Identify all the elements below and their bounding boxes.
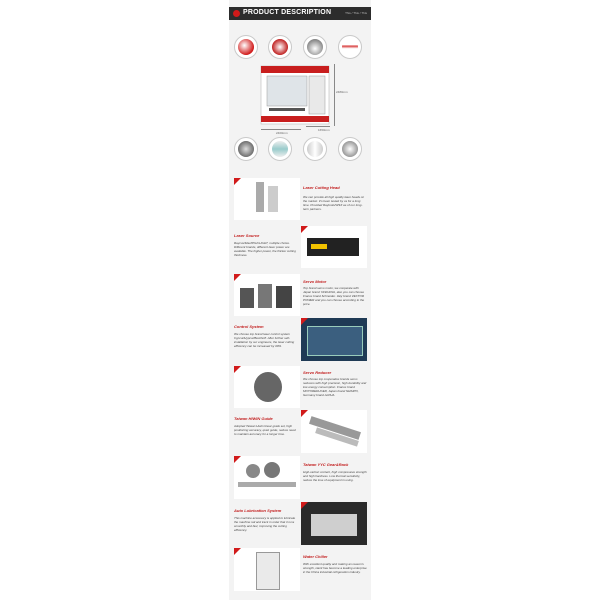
- gear-rack-image: [234, 456, 300, 499]
- section-text: We can provide all high quality laser heads on the market. It's been tested by us for a long time. Provided Raytools/WSX as of our long-term partners.: [303, 195, 365, 211]
- component-row-laser-source: [231, 224, 369, 268]
- depth-dimension-line: [306, 126, 330, 127]
- component-row-gear-rack: [231, 456, 369, 500]
- corner-marker: [301, 226, 308, 233]
- component-row-water-chiller: [231, 548, 369, 592]
- feature-photo-4: [338, 35, 362, 59]
- component-row-laser-head: [231, 176, 369, 220]
- section-text: Raycus/Max/IPG/nLIGHT, multiple choice. Different brands, different laser power are available. The higher power, the thicker cutting thickness.: [234, 241, 296, 257]
- section-text: With excellent quality and making an reason's strength, Hanli has become a leading enterprise in the China industrial refrigeration industry.: [303, 562, 367, 574]
- control-system-image: [301, 318, 367, 361]
- page-title: PRODUCT DESCRIPTION: [243, 9, 332, 16]
- corner-marker: [234, 456, 241, 463]
- corner-marker: [234, 274, 241, 281]
- corner-marker: [301, 502, 308, 509]
- corner-marker: [301, 410, 308, 417]
- section-text: We choose top brand laser control system Cypcut/Hypcut/Beckhoff. After further self-installation by our engineers, the laser cutting efficiency can be increased by 30%.: [234, 332, 295, 348]
- laser-head-image: [234, 178, 300, 220]
- feature-photo-5: [234, 137, 258, 161]
- servo-reducer-image: [234, 366, 300, 408]
- corner-marker: [234, 548, 241, 555]
- feature-photo-6: [268, 137, 292, 161]
- corner-marker: [234, 366, 241, 373]
- height-dimension-label: 2480mm: [336, 90, 348, 94]
- section-title: Taiwan HIWIN Guide: [234, 416, 273, 421]
- section-title: Laser Cutting Head: [303, 185, 340, 190]
- component-row-servo-reducer: [231, 364, 369, 408]
- section-text: High-carbon content, high compressive strength and high hardness. Low thermal sensitivity, reduce the loss of equipment in using.: [303, 470, 367, 482]
- lubrication-image: [301, 502, 367, 545]
- feature-photo-1: [234, 35, 258, 59]
- section-text: We choose top cooperative brands servo reducers with high precision, high durability and low energy consumption. France brand MOTOREDUCER, Japan brand SHIMPO, Germany brand ALPHA.: [303, 377, 367, 397]
- component-row-servo-motor: [231, 272, 369, 316]
- corner-marker: [234, 178, 241, 185]
- section-header: [229, 7, 371, 20]
- feature-photo-2: [268, 35, 292, 59]
- corner-marker: [301, 318, 308, 325]
- red-dot-icon: [233, 10, 240, 17]
- section-text: This machine accessory is applied to lubricate the machine rail and track in order that it runs smoothly and fast, improving the cutting efficiency.: [234, 516, 296, 532]
- header-subtitle: This / This / This: [345, 11, 367, 15]
- width-dimension-line: [261, 129, 301, 130]
- section-title: Laser Source: [234, 233, 260, 238]
- section-title: Control System: [234, 324, 264, 329]
- component-row-lubrication: [231, 502, 369, 546]
- section-title: Servo Reducer: [303, 370, 332, 375]
- hiwin-guide-image: [301, 410, 367, 453]
- component-row-control-system: [231, 318, 369, 362]
- section-text: Top brand servo motor, we cooperate with Japan brand YASKAWA, also you can choose France brand Schneider. Italy brand VECTOR POWER and you can choose according to the price.: [303, 286, 365, 306]
- laser-source-image: [301, 226, 367, 268]
- height-dimension-line: [334, 64, 335, 126]
- component-row-hiwin-guide: [231, 410, 369, 454]
- feature-photo-8: [338, 137, 362, 161]
- section-title: Auto Lubrication System: [234, 508, 282, 513]
- feature-photo-3: [303, 35, 327, 59]
- section-text: Adopted Taiwan Hiwin linear guide set, high positioning accuracy, quiet guide, reduce need to maintain accuracy for a longer time.: [234, 424, 296, 436]
- feature-photo-7: [303, 137, 327, 161]
- width-dimension-label: 2400mm: [276, 131, 288, 135]
- section-title: Servo Motor: [303, 279, 327, 284]
- servo-motor-image: [234, 274, 300, 316]
- section-title: Taiwan YYC Gear&Rack: [303, 462, 349, 467]
- depth-dimension-label: 1650mm: [318, 128, 330, 132]
- water-chiller-image: [234, 548, 300, 591]
- laser-machine-image: [259, 64, 331, 126]
- section-title: Water Chiller: [303, 554, 328, 559]
